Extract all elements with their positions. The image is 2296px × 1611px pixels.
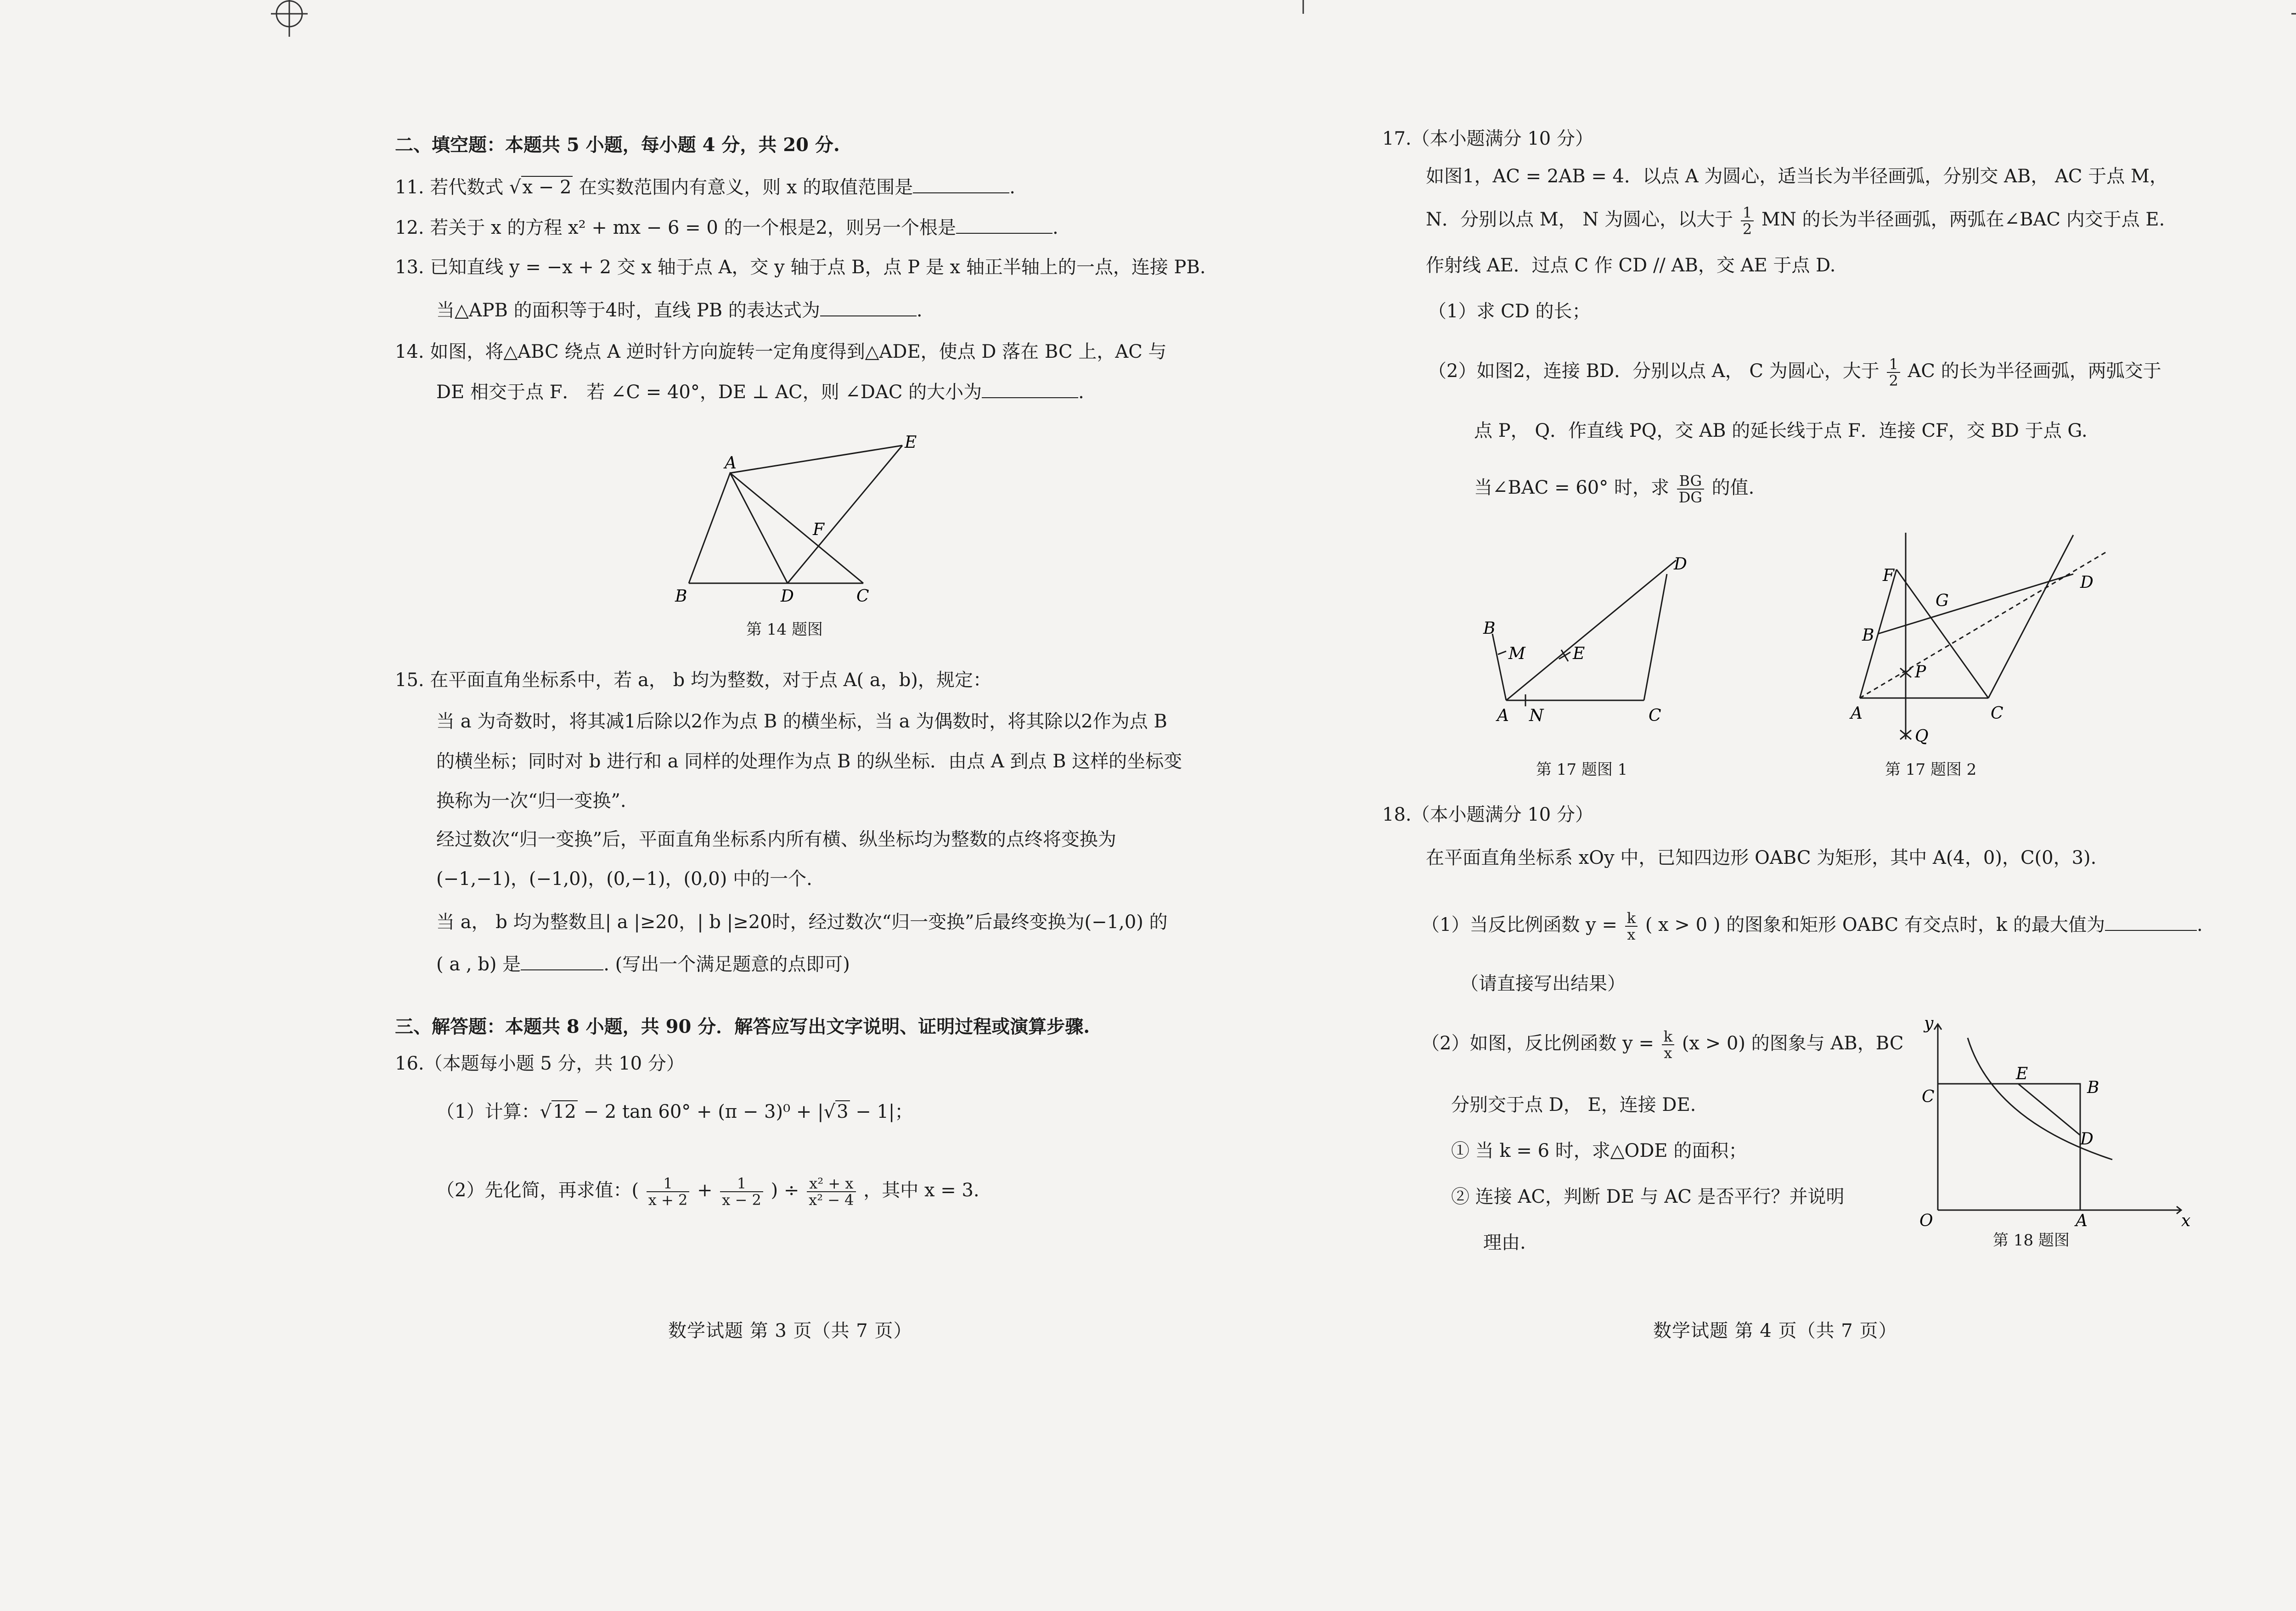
page-4 bbox=[1171, 0, 2296, 1611]
label-f: F bbox=[1883, 566, 1894, 585]
segment-de bbox=[788, 445, 902, 583]
question-13-line-1: 13. 已知直线 y = −x + 2 交 x 轴于点 A，交 y 轴于点 B，点 P 是 x 轴正半轴上的一点，连接 PB. bbox=[395, 257, 1206, 278]
question-13-line-2: 当△APB 的面积等于4时，直线 PB 的表达式为 . bbox=[436, 300, 923, 321]
label-p: P bbox=[1915, 663, 1926, 682]
figure-14 bbox=[670, 432, 917, 625]
question-18-line-1: 在平面直角坐标系 xOy 中，已知四边形 OABC 为矩形，其中 A(4，0)，C(0，3). bbox=[1426, 847, 2097, 868]
label-o: O bbox=[1919, 1211, 1933, 1230]
label-a: A bbox=[1497, 706, 1509, 725]
question-17-line-3: 作射线 AE．过点 C 作 CD // AB，交 AE 于点 D. bbox=[1426, 255, 1836, 276]
question-18-part-2-i: ① 当 k = 6 时，求△ODE 的面积； bbox=[1451, 1140, 1747, 1161]
question-18-part-2-line-1: （2）如图，反比例函数 y = $\frac{k}{x}$ (x > 0) 的图象与 AB，BC bbox=[1421, 1028, 1904, 1062]
question-17-line-2: N．分别以点 M， N 为圆心，以大于 $\frac{1}{2}$ MN 的长为半径画弧，两弧在∠BAC 内交于点 E. bbox=[1426, 204, 2165, 238]
fraction-k-over-x: $\frac{k}{x}$ bbox=[1662, 1029, 1674, 1061]
label-a: A bbox=[2076, 1211, 2088, 1230]
label-d: D bbox=[781, 587, 794, 606]
segment-cd bbox=[1644, 574, 1667, 700]
answer-blank[interactable] bbox=[820, 315, 917, 316]
label-g: G bbox=[1936, 591, 1949, 610]
question-17-part-2-line-1: （2）如图2，连接 BD．分别以点 A， C 为圆心，大于 $\frac{1}{2}$ AC 的长为半径画弧，两弧交于 bbox=[1428, 355, 2161, 389]
label-c: C bbox=[1991, 704, 2003, 723]
label-b: B bbox=[2087, 1078, 2099, 1097]
question-15-line-8: ( a , b) 是 . (写出一个满足题意的点即可) bbox=[436, 954, 850, 975]
question-18-heading: 18.（本小题满分 10 分） bbox=[1382, 804, 1593, 825]
question-17-part-2-line-3: 当∠BAC = 60° 时，求 $\frac{BG}{DG}$ 的值. bbox=[1474, 472, 1755, 506]
figure-14-caption: 第 14 题图 bbox=[746, 620, 823, 639]
segment-cf bbox=[1896, 569, 1988, 698]
question-17-part-2-line-2: 点 P， Q．作直线 PQ，交 AB 的延长线于点 F．连接 CF，交 BD 于点 G. bbox=[1474, 420, 2088, 441]
fraction-half: $\frac{1}{2}$ bbox=[1887, 356, 1900, 389]
figure-18-caption: 第 18 题图 bbox=[1993, 1231, 2070, 1250]
question-11: 11. 若代数式 √x − 2 在实数范围内有意义，则 x 的取值范围是 . bbox=[395, 177, 1015, 198]
answer-blank[interactable] bbox=[956, 233, 1052, 234]
figure-17-2 bbox=[1832, 524, 2117, 744]
question-15-line-1: 15. 在平面直角坐标系中，若 a， b 均为整数，对于点 A( a，b)，规定： bbox=[395, 670, 991, 691]
fraction: $\frac{\text{x² + x}}{\text{x² − 4}}$ bbox=[807, 1176, 855, 1208]
question-15-line-7: 当 a， b 均为整数且| a |≥20，| b |≥20时，经过数次“归一变换”后最终变换为(−1,0) 的 bbox=[436, 912, 1168, 933]
label-d: D bbox=[2080, 1130, 2093, 1149]
label-d: D bbox=[2080, 573, 2093, 592]
figure-17-2-caption: 第 17 题图 2 bbox=[1885, 760, 1977, 779]
label-f: F bbox=[813, 520, 824, 539]
question-12: 12. 若关于 x 的方程 x² + mx − 6 = 0 的一个根是2，则另一个根是 . bbox=[395, 217, 1058, 238]
label-c: C bbox=[856, 587, 869, 606]
figure-18 bbox=[1906, 1015, 2190, 1254]
question-15-line-6: (−1,−1)，(−1,0)，(0,−1)，(0,0) 中的一个. bbox=[436, 868, 812, 890]
answer-blank[interactable] bbox=[982, 397, 1078, 398]
label-b: B bbox=[675, 587, 687, 606]
figure-17-1 bbox=[1483, 542, 1750, 735]
label-b: B bbox=[1862, 626, 1874, 645]
answer-blank[interactable] bbox=[521, 969, 603, 970]
question-18-part-1: （1）当反比例函数 y = $\frac{k}{x}$ ( x > 0 ) 的图象和矩形 OABC 有交点时，k 的最大值为 . bbox=[1421, 909, 2203, 943]
question-18-part-1-note: （请直接写出结果） bbox=[1460, 973, 1626, 994]
sqrt-radicand: x − 2 bbox=[521, 176, 573, 198]
page-footer: 数学试题 第 3 页（共 7 页） bbox=[668, 1320, 912, 1341]
label-m: M bbox=[1508, 644, 1525, 663]
question-15-line-5: 经过数次“归一变换”后，平面直角坐标系内所有横、纵坐标均为整数的点终将变换为 bbox=[436, 829, 1116, 850]
question-16-heading: 16.（本题每小题 5 分，共 10 分） bbox=[395, 1053, 685, 1074]
answer-blank[interactable] bbox=[2105, 930, 2197, 931]
question-17-heading: 17.（本小题满分 10 分） bbox=[1382, 128, 1593, 149]
label-a: A bbox=[1851, 704, 1863, 723]
label-y: y bbox=[1924, 1014, 1934, 1033]
question-15-line-2: 当 a 为奇数时，将其减1后除以2作为点 B 的横坐标，当 a 为偶数时，将其除以2作为点 B bbox=[436, 711, 1167, 732]
segment-ab bbox=[1492, 634, 1506, 700]
label-e: E bbox=[1573, 644, 1585, 663]
label-n: N bbox=[1529, 706, 1544, 725]
fraction: $\frac{1}{x - 2}$ bbox=[720, 1176, 763, 1208]
question-14-line-2: DE 相交于点 F． 若 ∠C = 40°，DE ⊥ AC，则 ∠DAC 的大小为 . bbox=[436, 382, 1084, 403]
segment-ae bbox=[730, 445, 902, 473]
question-14-line-1: 14. 如图，将△ABC 绕点 A 逆时针方向旋转一定角度得到△ADE，使点 D 落在 BC 上，AC 与 bbox=[395, 341, 1167, 362]
label-q: Q bbox=[1915, 727, 1929, 746]
question-18-part-2-ii-line-2: 理由. bbox=[1483, 1232, 1526, 1253]
fraction-half: $\frac{1}{2}$ bbox=[1741, 205, 1754, 237]
label-c: C bbox=[1649, 706, 1661, 725]
arc-m bbox=[1498, 651, 1506, 654]
label-d: D bbox=[1674, 555, 1687, 574]
segment-bd bbox=[1878, 574, 2073, 634]
label-x: x bbox=[2181, 1211, 2191, 1230]
label-e: E bbox=[905, 433, 917, 452]
question-15-line-4: 换称为一次“归一变换”. bbox=[436, 790, 626, 811]
fraction-bg-dg: $\frac{BG}{DG}$ bbox=[1677, 473, 1704, 505]
question-18-part-2-ii-line-1: ② 连接 AC，判断 DE 与 AC 是否平行？并说明 bbox=[1451, 1186, 1845, 1207]
label-e: E bbox=[2016, 1065, 2028, 1083]
question-18-part-2-line-2: 分别交于点 D， E，连接 DE. bbox=[1451, 1094, 1696, 1115]
figure-17-1-caption: 第 17 题图 1 bbox=[1536, 760, 1628, 779]
dashed-ad bbox=[1860, 551, 2108, 698]
label-a: A bbox=[725, 454, 737, 473]
answer-blank[interactable] bbox=[913, 192, 1009, 193]
label-b: B bbox=[1483, 619, 1496, 638]
question-17-part-1: （1）求 CD 的长； bbox=[1428, 301, 1591, 322]
section-2-heading: 二、填空题：本题共 5 小题，每小题 4 分，共 20 分. bbox=[395, 134, 840, 156]
segment-ad bbox=[730, 473, 788, 583]
segment-cd bbox=[1988, 535, 2073, 698]
question-16-part-2: （2）先化简，再求值：( $\frac{1}{x + 2}$ + $\frac{1}{x - 2}$ ) ÷ $\frac{\text{x² + x}}{\text{x² − 4}}$ ，其中 x = 3. bbox=[436, 1175, 979, 1209]
fraction-k-over-x: $\frac{k}{x}$ bbox=[1625, 910, 1638, 942]
fraction: $\frac{1}{x + 2}$ bbox=[647, 1176, 690, 1208]
question-16-part-1: （1）计算：√12 − 2 tan 60° + (π − 3)⁰ + |√3 − 1|； bbox=[436, 1101, 913, 1122]
section-3-heading: 三、解答题：本题共 8 小题，共 90 分．解答应写出文字说明、证明过程或演算步骤. bbox=[395, 1016, 1090, 1037]
question-15-line-3: 的横坐标；同时对 b 进行和 a 同样的处理作为点 B 的纵坐标．由点 A 到点 B 这样的坐标变 bbox=[436, 751, 1182, 772]
ray-ae bbox=[1506, 560, 1676, 700]
triangle-abc bbox=[689, 473, 863, 583]
segment-de bbox=[2018, 1084, 2080, 1135]
label-c: C bbox=[1922, 1087, 1935, 1106]
question-17-line-1: 如图1，AC = 2AB = 4．以点 A 为圆心，适当长为半径画弧，分别交 AB， AC 于点 M， bbox=[1426, 166, 2168, 187]
page-footer: 数学试题 第 4 页（共 7 页） bbox=[1653, 1320, 1897, 1341]
